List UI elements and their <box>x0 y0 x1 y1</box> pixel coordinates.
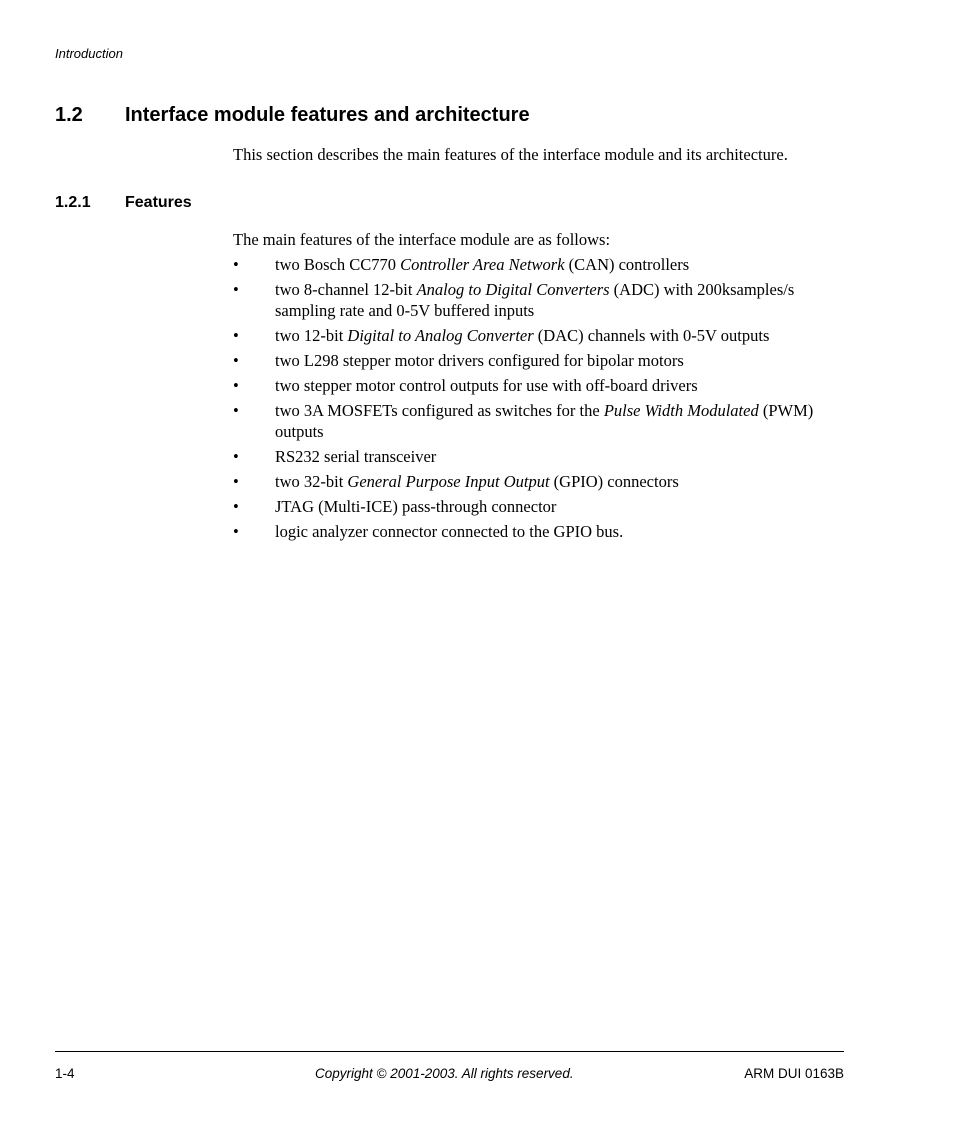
item-text: two 12-bit <box>275 326 348 345</box>
bullet-icon: • <box>233 522 239 541</box>
section-number: 1.2 <box>55 104 83 126</box>
bullet-icon: • <box>233 497 239 516</box>
section-heading <box>55 104 530 127</box>
bullet-icon: • <box>233 376 239 395</box>
item-text: two 32-bit <box>275 472 348 491</box>
list-item <box>233 325 845 346</box>
bullet-icon: • <box>233 447 239 466</box>
item-text: JTAG (Multi-ICE) pass-through connector <box>275 497 557 516</box>
list-item <box>233 521 845 542</box>
item-term: Digital to Analog Converter <box>347 326 534 345</box>
item-text-suffix: (PWM) outputs <box>275 401 814 441</box>
page-number: 1-4 <box>55 1066 75 1081</box>
section-intro-paragraph: This section describes the main features of the interface module and its architecture. <box>233 145 788 164</box>
bullet-icon: • <box>233 255 239 274</box>
section-title: Interface module features and architecture <box>125 104 530 126</box>
subsection-heading <box>55 194 192 212</box>
copyright-notice: Copyright © 2001-2003. All rights reserved. <box>315 1066 574 1081</box>
item-text-suffix: (GPIO) connectors <box>549 472 679 491</box>
list-item <box>233 471 845 492</box>
item-text: logic analyzer connector connected to the GPIO bus. <box>275 522 624 541</box>
item-text-suffix: (DAC) channels with 0-5V outputs <box>533 326 770 345</box>
item-text-suffix: (ADC) with 200ksamples/s sampling rate and 0-5V buffered inputs <box>275 280 795 320</box>
item-term: Pulse Width Modulated <box>603 401 759 420</box>
running-header: Introduction <box>55 46 123 61</box>
bullet-icon: • <box>233 280 239 299</box>
item-term: General Purpose Input Output <box>347 472 550 491</box>
list-item <box>233 400 845 442</box>
item-term: Analog to Digital Converters <box>416 280 610 299</box>
item-text: two stepper motor control outputs for use with off-board drivers <box>275 376 698 395</box>
bullet-icon: • <box>233 472 239 491</box>
subsection-title: Features <box>125 194 192 211</box>
features-list <box>233 254 845 546</box>
list-item <box>233 496 845 517</box>
list-item <box>233 446 845 467</box>
item-text: RS232 serial transceiver <box>275 447 437 466</box>
list-item <box>233 279 845 321</box>
features-lead-paragraph: The main features of the interface module are as follows: <box>233 230 611 249</box>
item-text: two Bosch CC770 <box>275 255 401 274</box>
bullet-icon: • <box>233 351 239 370</box>
bullet-icon: • <box>233 401 239 420</box>
item-term: Controller Area Network <box>400 255 565 274</box>
item-text: two L298 stepper motor drivers configured for bipolar motors <box>275 351 684 370</box>
bullet-icon: • <box>233 326 239 345</box>
item-text: two 8-channel 12-bit <box>275 280 417 299</box>
list-item <box>233 375 845 396</box>
footer-divider <box>55 1051 844 1052</box>
subsection-number: 1.2.1 <box>55 194 91 211</box>
document-id: ARM DUI 0163B <box>744 1066 844 1081</box>
item-text-suffix: (CAN) controllers <box>564 255 690 274</box>
list-item <box>233 254 845 275</box>
list-item <box>233 350 845 371</box>
item-text: two 3A MOSFETs configured as switches for the <box>275 401 604 420</box>
